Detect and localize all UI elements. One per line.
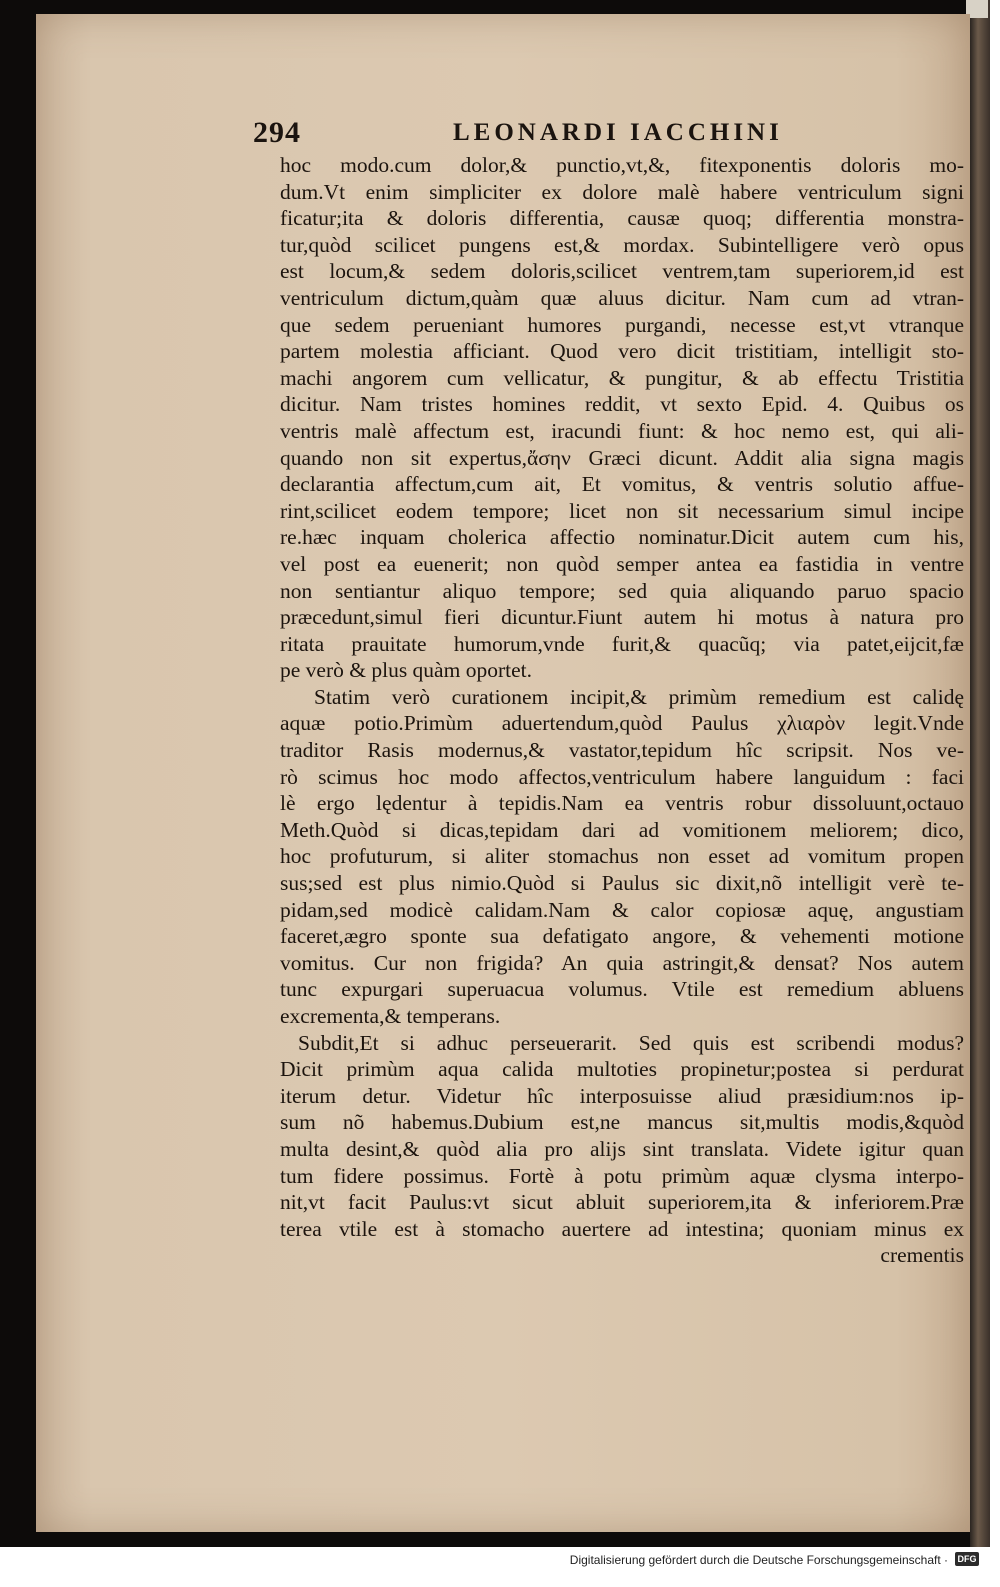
text-line: crementis [880,1243,964,1268]
text-line: Statim verò curationem incipit,& primùm remedium est calidę [314,684,964,709]
text-line: iterum detur. Videtur hîc interposuisse aliud præsidium:nos ip- [280,1083,964,1108]
text-line: ventris malè affectum est, iracundi fiunt: & hoc nemo est, qui ali- [280,418,964,443]
text-line: traditor Rasis modernus,& vastator,tepidum hîc scripsit. Nos ve- [280,738,964,763]
text-line: præcedunt,simul fieri dicuntur.Fiunt autem hi motus à natura pro [280,605,964,630]
text-line: Dicit primùm aqua calida multoties propinetur;postea si perdurat [280,1057,964,1082]
text-line: tunc expurgari superuacua volumus. Vtile est remedium abluens [280,977,964,1002]
text-line: vel post ea euenerit; non quòd semper antea ea fastidia in ventre [280,551,964,576]
running-head: LEONARDI IACCHINI [453,119,783,146]
text-line: re.hæc inquam cholerica affectio nominatur.Dicit autem cum his, [280,525,964,550]
dfg-logo-icon: DFG [955,1552,979,1566]
text-line: machi angorem cum vellicatur, & pungitur, & ab effectu Tristitia [280,365,964,390]
text-line: hoc profuturum, si aliter stomachus non esset ad vomitum propen [280,844,964,869]
text-line: dicitur. Nam tristes homines reddit, vt sexto Epid. 4. Quibus os [280,392,964,417]
page-number: 294 [253,116,301,149]
text-line: nit,vt facit Paulus:vt sicut abluit superiorem,ita & inferiorem.Præ [280,1190,964,1215]
body-text [280,152,964,1292]
text-line: lè ergo lędentur à tepidis.Nam ea ventris robur dissoluunt,octauo [280,791,964,816]
text-line: faceret,ægro sponte sua defatigato angore, & vehementi motione [280,924,964,949]
text-line: hoc modo.cum dolor,& punctio,vt,&, fitexponentis doloris mo- [280,153,964,177]
text-line: Subdit,Et si adhuc perseuerarit. Sed quis est scribendi modus? [298,1030,964,1055]
text-line: tum fidere possimus. Fortè à potu primùm aquæ clysma interpo- [280,1163,964,1188]
text-line: dum.Vt enim simpliciter ex dolore malè habere ventriculum signi [280,179,964,204]
text-line: rint,scilicet eodem tempore; licet non sit necessarium simul incipe [280,498,964,523]
text-line: ficatur;ita & doloris differentia, causæ quoq; differentia monstra- [280,206,964,231]
text-line: vomitus. Cur non frigida? An quia astringit,& densat? Nos autem [280,950,964,975]
text-line: pidam,sed modicè calidam.Nam & calor copiosæ aquę, angustiam [280,897,964,922]
text-line: Meth.Quòd si dicas,tepidam dari ad vomitionem meliorem; dico, [280,817,964,842]
book-edge [970,0,990,1547]
text-line: tur,quòd scilicet pungens est,& mordax. Subintelligere verò opus [280,232,964,257]
text-line: que sedem perueniant humores purgandi, necesse est,vt vtranque [280,312,964,337]
text-line: rò scimus hoc modo affectos,ventriculum habere languidum : faci [280,764,964,789]
text-line: est locum,& sedem doloris,scilicet ventrem,tam superiorem,id est [280,259,964,284]
text-line: aquæ potio.Primùm aduertendum,quòd Paulus χλιαρὸν legit.Vnde [280,711,964,736]
text-line: pe verò & plus quàm oportet. [280,658,532,683]
text-line: declarantia affectum,cum ait, Et vomitus, & ventris solutio affue- [280,472,964,497]
text-line: quando non sit expertus,ἄσην Græci dicunt. Addit alia signa magis [280,445,964,470]
text-line: terea vtile est à stomacho auertere ad intestina; quoniam minus ex [280,1216,964,1241]
text-line: sum nõ habemus.Dubium est,ne mancus sit,multis modis,&quòd [280,1110,964,1135]
text-line: ventriculum dictum,quàm quæ aluus dicitur. Nam cum ad vtran- [280,285,964,310]
text-line: partem molestia afficiant. Quod vero dicit tristitiam, intelligit sto- [280,339,964,364]
text-line: multa desint,& quòd alia pro alijs sint translata. Videte igitur quan [280,1136,964,1161]
footer-credit: Digitalisierung gefördert durch die Deutsche Forschungsgemeinschaft · [569,1553,948,1567]
text-line: non sentiantur aliquo tempore; sed quia aliquando paruo spacio [280,578,964,603]
text-line: excrementa,& temperans. [280,1004,501,1028]
text-line: ritata prauitate humorum,vnde furit,& quacũq; via patet,eijcit,fæ [280,631,964,656]
text-line: sus;sed est plus nimio.Quòd si Paulus sic dixit,nõ intelligit verè te- [280,871,964,896]
